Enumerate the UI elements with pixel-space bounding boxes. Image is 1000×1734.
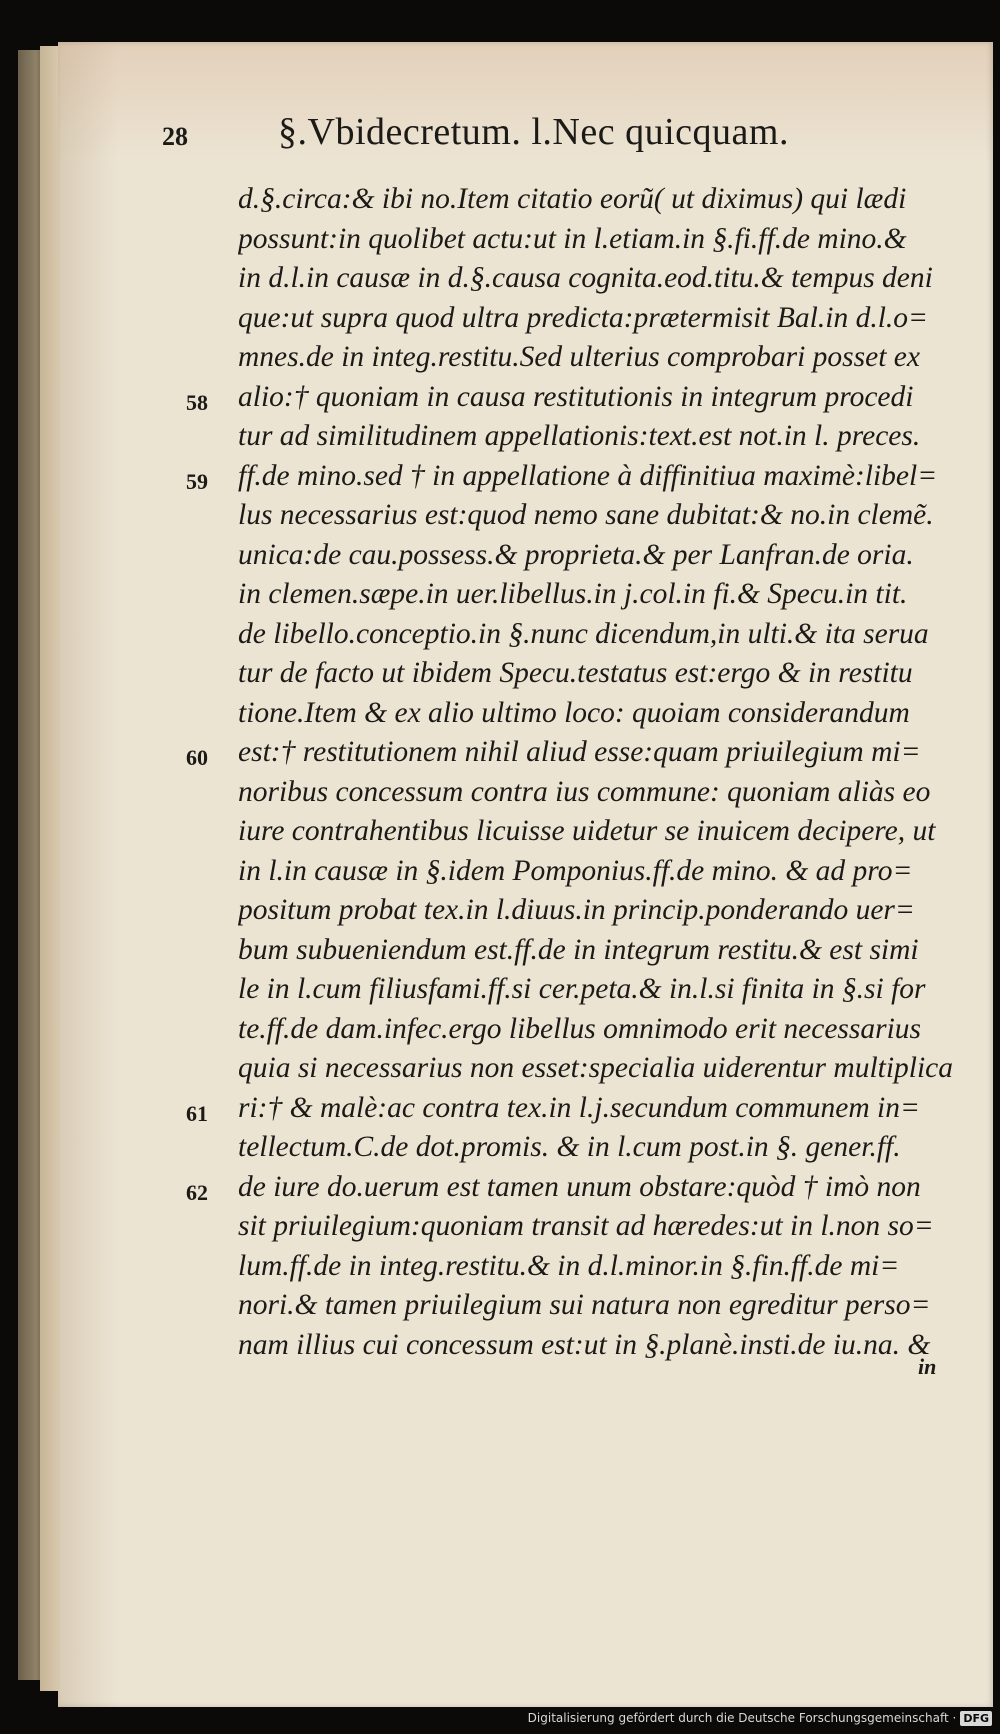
text-line [58, 536, 993, 576]
text-line [58, 220, 993, 260]
text-line [58, 1207, 993, 1247]
text-line [58, 931, 993, 971]
text-line [58, 417, 993, 457]
line-text: positum probat tex.in l.diuus.in princip.ponderando uer= [238, 894, 915, 926]
page-header [58, 110, 993, 170]
line-text: in clemen.sæpe.in uer.libellus.in j.col.in fi.& Specu.in tit. [238, 578, 908, 610]
text-line [58, 812, 993, 852]
book-page [58, 42, 993, 1707]
footer-credit: Digitalisierung gefördert durch die Deutsche Forschungsgemeinschaft · [527, 1711, 957, 1725]
line-text: ri:† & malè:ac contra tex.in l.j.secundum communem in= [238, 1091, 920, 1124]
line-text: est:† restitutionem nihil aliud esse:quam priuilegium mi= [238, 736, 921, 768]
line-text: quia si necessarius non esset:specialia uiderentur multiplica [238, 1052, 954, 1084]
line-text: lus necessarius est:quod nemo sane dubitat:& no.in clemẽ. [238, 499, 934, 531]
line-text: unica:de cau.possess.& proprieta.& per Lanfran.de oria. [238, 538, 914, 571]
line-text: tione.Item & ex alio ultimo loco: quoiam considerandum [238, 696, 910, 729]
digitization-footer [528, 1708, 992, 1728]
folio-number: 28 [162, 122, 188, 151]
text-line [58, 496, 993, 536]
line-text: in l.in causæ in §.idem Pomponius.ff.de mino. & ad pro= [238, 854, 913, 887]
line-text: in d.l.in causæ in d.§.causa cognita.eod.titu.& tempus deni [238, 262, 933, 294]
line-text: lum.ff.de in integ.restitu.& in d.l.minor.in §.fin.ff.de mi= [238, 1249, 900, 1282]
line-text: tellectum.C.de dot.promis. & in l.cum post.in §. gener.ff. [238, 1131, 901, 1163]
text-line [58, 1286, 993, 1326]
text-line [58, 259, 993, 299]
line-text: noribus concessum contra ius commune: quoniam aliàs eo [238, 775, 931, 808]
line-text: le in l.cum filiusfami.ff.si cer.peta.& in.l.si finita in §.si for [238, 973, 926, 1005]
line-text: d.§.circa:& ibi no.Item citatio eorũ( ut diximus) qui lædi [238, 183, 907, 215]
text-line [58, 1247, 993, 1287]
text-line [58, 733, 993, 773]
text-line [58, 1326, 993, 1366]
text-block [58, 180, 993, 1365]
text-line [58, 891, 993, 931]
line-text: nam illius cui concessum est:ut in §.planè.insti.de iu.na. & [238, 1328, 931, 1361]
text-line [58, 338, 993, 378]
text-line [58, 654, 993, 694]
text-line [58, 180, 993, 220]
text-line [58, 299, 993, 339]
line-text: nori.& tamen priuilegium sui natura non egreditur perso= [238, 1289, 931, 1321]
line-text: de iure do.uerum est tamen unum obstare:quòd † imò non [238, 1170, 921, 1203]
line-text: sit priuilegium:quoniam transit ad hæredes:ut in l.non so= [238, 1210, 934, 1242]
catchword: in [918, 1354, 937, 1379]
marginal-number: 58 [186, 389, 208, 415]
text-line [58, 852, 993, 892]
line-text: tur ad similitudinem appellationis:text.est not.in l. preces. [238, 420, 921, 452]
text-line [58, 575, 993, 615]
line-text: tur de facto ut ibidem Specu.testatus est:ergo & in restitu [238, 657, 913, 689]
line-text: mnes.de in integ.restitu.Sed ulterius comprobari posset ex [238, 341, 920, 373]
line-text: alio:† quoniam in causa restitutionis in integrum procedi [238, 380, 914, 413]
marginal-number: 62 [186, 1179, 208, 1205]
line-text: iure contrahentibus licuisse uidetur se inuicem decipere, ut [238, 815, 936, 847]
line-text: que:ut supra quod ultra predicta:prætermisit Bal.in d.l.o= [238, 301, 928, 334]
text-line [58, 457, 993, 497]
dfg-logo: DFG [960, 1711, 992, 1726]
line-text: possunt:in quolibet actu:ut in l.etiam.in §.fi.ff.de mino.& [238, 222, 907, 255]
text-line [58, 378, 993, 418]
text-line [58, 1010, 993, 1050]
text-line [58, 1049, 993, 1089]
marginal-number: 60 [186, 745, 208, 770]
text-line [58, 1089, 993, 1129]
marginal-number: 59 [186, 468, 208, 494]
line-text: bum subueniendum est.ff.de in integrum restitu.& est simi [238, 933, 919, 966]
marginal-number: 61 [186, 1100, 208, 1126]
line-text: te.ff.de dam.infec.ergo libellus omnimodo erit necessarius [238, 1012, 922, 1045]
line-text: de libello.conceptio.in §.nunc dicendum,in ulti.& ita serua [238, 617, 929, 650]
text-line [58, 970, 993, 1010]
text-line [58, 1128, 993, 1168]
text-line [58, 1168, 993, 1208]
text-line [58, 615, 993, 655]
text-line [58, 773, 993, 813]
line-text: ff.de mino.sed † in appellatione à diffinitiua maximè:libel= [238, 459, 938, 492]
text-line [58, 694, 993, 734]
running-title: §.Vbidecretum. l.Nec quicquam. [278, 111, 789, 153]
